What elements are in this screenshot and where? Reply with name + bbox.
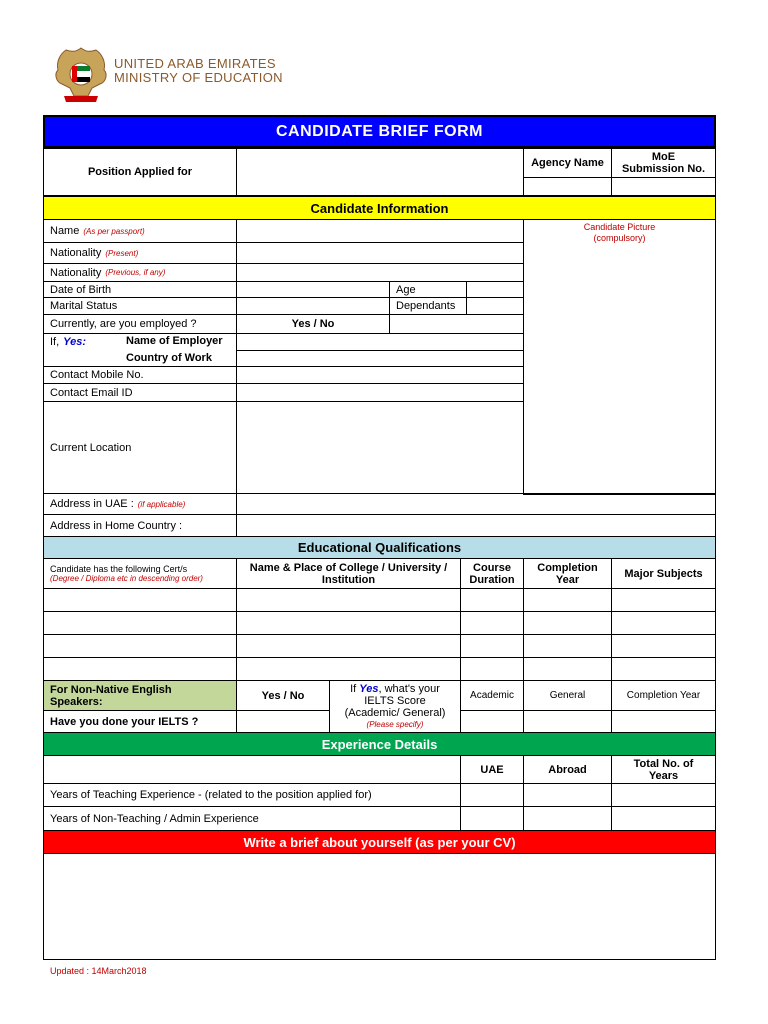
location-input[interactable]	[236, 401, 524, 494]
dob-label: Date of Birth	[43, 281, 237, 298]
education-row-2-cell-2[interactable]	[236, 611, 461, 635]
employed-label: Currently, are you employed ?	[43, 314, 237, 334]
dob-input[interactable]	[236, 281, 390, 298]
employed-extra[interactable]	[389, 314, 524, 334]
ielts-academic-input[interactable]	[460, 710, 524, 733]
education-row-4-cell-5[interactable]	[611, 657, 716, 681]
agency-name-label: Agency Name	[523, 148, 612, 178]
col-total-years: Total No. of Years	[611, 755, 716, 784]
address-uae-input[interactable]	[236, 493, 716, 515]
teaching-total-input[interactable]	[611, 783, 716, 807]
candidate-picture-box[interactable]	[523, 219, 716, 495]
education-row-1-cell-3[interactable]	[460, 588, 524, 612]
ielts-general-input[interactable]	[523, 710, 612, 733]
nationality-previous-input[interactable]	[236, 263, 524, 282]
nationality-input[interactable]	[236, 242, 524, 264]
teaching-abroad-input[interactable]	[523, 783, 612, 807]
education-row-3-cell-2[interactable]	[236, 634, 461, 658]
dependants-input[interactable]	[466, 297, 524, 315]
education-row-4-cell-3[interactable]	[460, 657, 524, 681]
col-college: Name & Place of College / University / Institution	[236, 558, 461, 589]
address-home-input[interactable]	[236, 514, 716, 537]
education-row-2-cell-3[interactable]	[460, 611, 524, 635]
education-row-3-cell-1[interactable]	[43, 634, 237, 658]
form-title: CANDIDATE BRIEF FORM	[43, 115, 716, 148]
non-teaching-uae-input[interactable]	[460, 806, 524, 831]
col-completion-year: Completion Year	[611, 680, 716, 711]
location-label: Current Location	[43, 401, 237, 494]
employer-name-input[interactable]	[236, 333, 524, 351]
position-applied-label: Position Applied for	[43, 148, 237, 196]
non-teaching-total-input[interactable]	[611, 806, 716, 831]
address-uae-label: Address in UAE : (if applicable)	[43, 493, 237, 515]
name-input[interactable]	[236, 219, 524, 243]
non-teaching-experience-label: Years of Non-Teaching / Admin Experience	[43, 806, 461, 831]
uae-emblem-logo	[50, 44, 112, 106]
nationality-previous-label: Nationality (Previous, if any)	[43, 263, 237, 282]
ielts-question: Have you done your IELTS ?	[43, 710, 237, 733]
education-row-3-cell-5[interactable]	[611, 634, 716, 658]
name-label: Name (As per passport)	[43, 219, 237, 243]
education-row-4-cell-4[interactable]	[523, 657, 612, 681]
mobile-label: Contact Mobile No.	[43, 366, 237, 384]
employed-yes-no[interactable]: Yes / No	[236, 314, 390, 334]
education-header: Educational Qualifications	[43, 536, 716, 559]
education-row-4-cell-1[interactable]	[43, 657, 237, 681]
education-row-1-cell-5[interactable]	[611, 588, 716, 612]
col-completion: Completion Year	[523, 558, 612, 589]
non-teaching-abroad-input[interactable]	[523, 806, 612, 831]
agency-name-input[interactable]	[523, 177, 612, 196]
education-row-4-cell-2[interactable]	[236, 657, 461, 681]
education-row-1-cell-4[interactable]	[523, 588, 612, 612]
col-subjects: Major Subjects	[611, 558, 716, 589]
age-input[interactable]	[466, 281, 524, 298]
nationality-label: Nationality (Present)	[43, 242, 237, 264]
candidate-info-header: Candidate Information	[43, 196, 716, 220]
employer-name-label: Name of Employer	[126, 335, 223, 347]
education-row-2-cell-4[interactable]	[523, 611, 612, 635]
ielts-yes-no-input[interactable]	[236, 710, 330, 733]
picture-label: Candidate Picture	[583, 222, 656, 232]
education-row-1-cell-1[interactable]	[43, 588, 237, 612]
position-applied-input[interactable]	[236, 148, 524, 196]
col-duration: Course Duration	[460, 558, 524, 589]
experience-header: Experience Details	[43, 732, 716, 756]
mobile-input[interactable]	[236, 366, 524, 384]
if-yes-block: If, Yes:	[43, 333, 237, 367]
col-uae: UAE	[460, 755, 524, 784]
picture-note: (compulsory)	[593, 233, 646, 243]
education-row-1-cell-2[interactable]	[236, 588, 461, 612]
ielts-completion-input[interactable]	[611, 710, 716, 733]
education-row-2-cell-1[interactable]	[43, 611, 237, 635]
country-of-work-input[interactable]	[236, 350, 524, 367]
org-name-line2: MINISTRY OF EDUCATION	[114, 70, 283, 85]
col-general: General	[523, 680, 612, 711]
updated-date: Updated : 14March2018	[50, 966, 147, 976]
brief-header: Write a brief about yourself (as per your CV)	[43, 830, 716, 854]
col-abroad: Abroad	[523, 755, 612, 784]
email-input[interactable]	[236, 383, 524, 402]
marital-status-label: Marital Status	[43, 297, 237, 315]
col-academic: Academic	[460, 680, 524, 711]
experience-blank-header	[43, 755, 461, 784]
address-home-label: Address in Home Country :	[43, 514, 237, 537]
email-label: Contact Email ID	[43, 383, 237, 402]
education-row-3-cell-4[interactable]	[523, 634, 612, 658]
brief-textarea[interactable]	[43, 853, 716, 960]
country-of-work-label: Country of Work	[126, 352, 212, 364]
education-row-3-cell-3[interactable]	[460, 634, 524, 658]
teaching-experience-label: Years of Teaching Experience - (related to the position applied for)	[43, 783, 461, 807]
moe-submission-label: MoE Submission No.	[611, 148, 716, 178]
teaching-uae-input[interactable]	[460, 783, 524, 807]
certs-label: Candidate has the following Cert/s (Degree / Diploma etc in descending order)	[43, 558, 237, 589]
ielts-yes-no-label: Yes / No	[236, 680, 330, 711]
marital-status-input[interactable]	[236, 297, 390, 315]
ielts-score-label: If Yes, what's your IELTS Score (Academic/ General) (Please specify)	[329, 680, 461, 733]
age-label: Age	[389, 281, 467, 298]
org-name-line1: UNITED ARAB EMIRATES	[114, 56, 276, 71]
moe-submission-input[interactable]	[611, 177, 716, 196]
dependants-label: Dependants	[389, 297, 467, 315]
education-row-2-cell-5[interactable]	[611, 611, 716, 635]
non-native-label: For Non-Native English Speakers:	[43, 680, 237, 711]
